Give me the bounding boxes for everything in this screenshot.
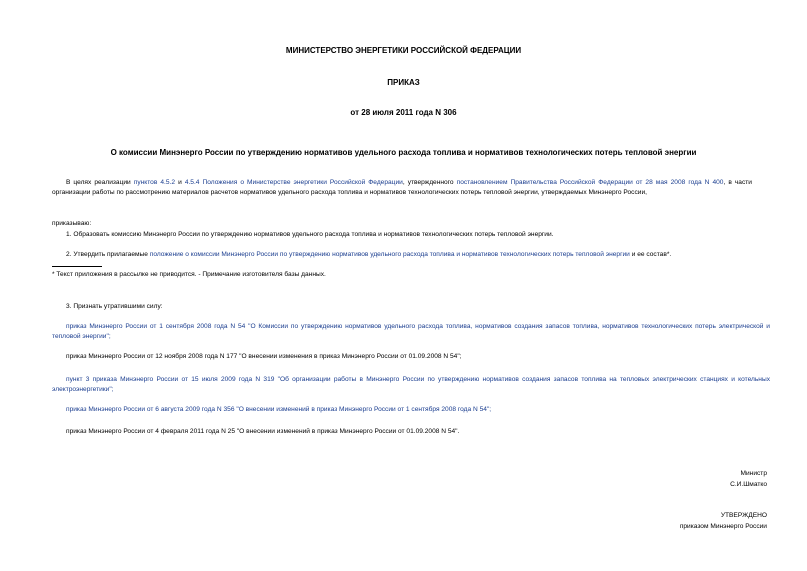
repealed-order-319-point-3[interactable]: пункт 3 приказа Минэнерго России от 15 июля 2009 года N 319 "Об организации работы в Минэнерго России по утверждению нормативов создания запасов топлива на тепловых электрических станциях и котельных электроэнергетики"; xyxy=(52,376,770,393)
link-government-decree-400[interactable]: постановлением Правительства Российской Федерации от 28 мая 2008 года N 400 xyxy=(456,179,724,186)
footnote-divider xyxy=(52,266,102,267)
preamble-text-2: и xyxy=(175,179,185,186)
doc-type-heading: ПРИКАЗ xyxy=(387,78,420,87)
link-point-4-5-4[interactable]: 4.5.4 xyxy=(184,179,200,186)
repealed-order-356[interactable]: приказ Минэнерго России от 6 августа 2009 года N 356 "О внесении изменений в приказ Минэнерго России от 1 сентября 2008 года N 54"; xyxy=(66,406,492,413)
approval-block xyxy=(680,510,767,532)
preamble-paragraph xyxy=(52,178,752,198)
link-commission-regulation[interactable]: положение о комиссии Минэнерго России по утверждению нормативов удельного расхода топлива и нормативов технологических потерь тепловой энергии xyxy=(149,251,630,258)
approval-by: приказом Минэнерго России xyxy=(679,523,767,530)
preamble-text-5: , в части организации работы по рассмотрению материалов расчетов нормативов удельного расхода топлива и нормативов технологических потерь тепловой энергии, утверждаемых Минэнерго России, xyxy=(52,179,752,196)
item-1: 1. Образовать комиссию Минэнерго России по утверждению нормативов удельного расхода топлива и нормативов технологических потерь тепловой энергии. xyxy=(66,231,554,238)
document-title: О комиссии Минэнерго России по утверждению нормативов удельного расхода топлива и нормативов технологических потерь тепловой энергии xyxy=(110,148,697,157)
item-2-text-2: и ее состав*. xyxy=(629,251,672,258)
footnote: * Текст приложения в рассылке не приводится. - Примечание изготовителя базы данных. xyxy=(52,271,326,278)
item-2 xyxy=(66,250,756,260)
date-number-heading: от 28 июля 2011 года N 306 xyxy=(350,108,457,117)
link-ministry-regulation[interactable]: Положения о Министерстве энергетики Российской Федерации xyxy=(202,179,403,186)
repealed-order-25: приказ Минэнерго России от 4 февраля 2011 года N 25 "О внесении изменений в приказ Минэнерго России от 01.09.2008 N 54". xyxy=(66,428,460,435)
item-2-text-1: 2. Утвердить прилагаемые xyxy=(66,251,150,258)
repealed-order-54[interactable]: приказ Минэнерго России от 1 сентября 2008 года N 54 "О Комиссии по утверждению нормативов удельного расхода топлива, нормативов создания запасов топлива, нормативов технологических потерь электрической и тепловой энергии"; xyxy=(52,323,770,340)
signature-position: Министр xyxy=(740,470,767,477)
approval-word: УТВЕРЖДЕНО xyxy=(720,512,767,519)
ministry-heading: МИНИСТЕРСТВО ЭНЕРГЕТИКИ РОССИЙСКОЙ ФЕДЕРАЦИИ xyxy=(285,46,522,55)
link-points-4-5-2[interactable]: пунктов 4.5.2 xyxy=(133,179,176,186)
signature-block xyxy=(730,468,767,490)
repealed-order-177: приказ Минэнерго России от 12 ноября 2008 года N 177 "О внесении изменения в приказ Минэнерго России от 01.09.2008 N 54"; xyxy=(66,353,462,360)
preamble-text-1: В целях реализации xyxy=(66,179,134,186)
preamble-text-4: , утвержденного xyxy=(402,179,457,186)
order-word: приказываю: xyxy=(52,220,92,227)
signature-name: С.И.Шматко xyxy=(730,481,767,488)
item-3: 3. Признать утратившими силу: xyxy=(66,303,163,310)
